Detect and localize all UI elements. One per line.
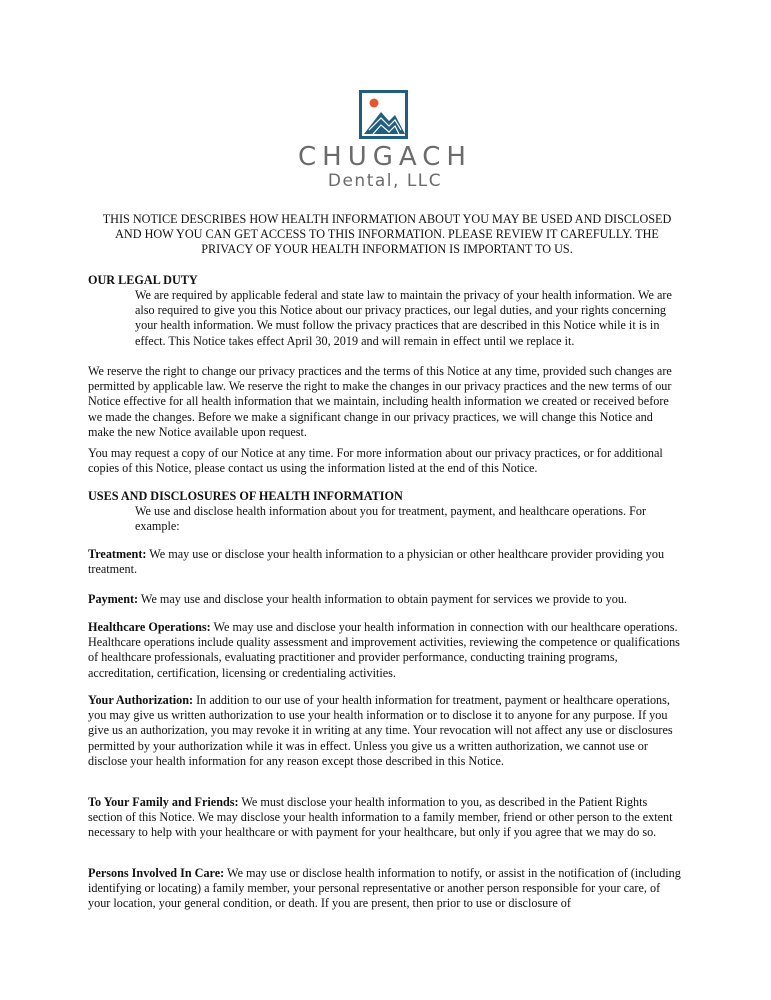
mountain-logo-icon (359, 90, 408, 139)
company-logo (296, 88, 474, 196)
uses-intro: We use and disclose health information about you for treatment, payment, and healthcare operations. For example: (135, 504, 647, 534)
lead-payment: Payment: (88, 592, 139, 606)
paragraph-persons-involved (88, 866, 682, 912)
paragraph-family-friends (88, 795, 682, 841)
paragraph-request-copy: You may request a copy of our Notice at any time. For more information about our privacy practices, or for additional copies of this Notice, please contact us using the information listed at the end of this Notice. (88, 446, 663, 476)
paragraph-reserve-right: We reserve the right to change our privacy practices and the terms of this Notice at any time, provided such changes are permitted by applicable law. We reserve the right to make the changes in our privacy practices and the new terms of our Notice effective for all health information that we maintain, including health information we created or received before we made the changes. Before we make a significant change in our privacy practices, we will change this Notice and make the new Notice available upon request. (88, 364, 672, 439)
text-family-friends: We must disclose your health information to you, as described in the Patient Rights section of this Notice. We may disclose your health information to a family member, friend or other person to the extent necessary to help with your healthcare or with payment for your healthcare, but only if you agree that we may do so. (88, 795, 673, 840)
text-payment: We may use and disclose your health information to obtain payment for services we provide to you. (140, 592, 627, 606)
lead-family-friends: To Your Family and Friends: (88, 795, 239, 809)
paragraph-healthcare-operations (88, 620, 682, 681)
paragraph-treatment (88, 547, 682, 577)
notice-statement: THIS NOTICE DESCRIBES HOW HEALTH INFORMATION ABOUT YOU MAY BE USED AND DISCLOSED AND HOW YOU CAN GET ACCESS TO THIS INFORMATION. PLEASE REVIEW IT CAREFULLY. THE PRIVACY OF YOUR HEALTH INFORMATION IS IMPORTANT TO US. (102, 212, 672, 257)
lead-authorization: Your Authorization: (88, 693, 194, 707)
text-authorization: In addition to our use of your health information for treatment, payment or healthcare operations, you may give us written authorization to use your health information or to disclose it to anyone for any purpose. If you give us an authorization, you may revoke it in writing at any time. Your revocation will not affect any use or disclosures permitted by your authorization while it was in effect. Unless you give us a written authorization, we cannot use or disclose your health information for any reason except those described in this Notice. (88, 693, 673, 768)
heading-uses-disclosures: USES AND DISCLOSURES OF HEALTH INFORMATION (88, 489, 403, 503)
heading-legal-duty: OUR LEGAL DUTY (88, 273, 198, 287)
text-healthcare-operations: We may use and disclose your health information in connection with our healthcare operations. Healthcare operations include quality assessment and improvement activities, reviewing the competence or qualifications of healthcare professionals, evaluating practitioner and provider performance, conducting training programs, accreditation, certification, licensing or credentialing activities. (88, 620, 680, 680)
logo-subtitle: Dental, LLC (327, 171, 443, 191)
text-persons-involved: We may use or disclose health information to notify, or assist in the notification of (including identifying or locating) a family member, your personal representative or another person responsible for your care, of your location, your general condition, or death. If you are present, then prior to use or disclosure of (88, 866, 681, 911)
paragraph-payment (88, 592, 682, 607)
text-treatment: We may use or disclose your health information to a physician or other healthcare provider providing you treatment. (88, 547, 665, 577)
lead-treatment: Treatment: (88, 547, 147, 561)
lead-healthcare-operations: Healthcare Operations: (88, 620, 211, 634)
lead-persons-involved: Persons Involved In Care: (88, 866, 225, 880)
logo-name: CHUGACH (298, 142, 472, 172)
paragraph-authorization (88, 693, 682, 769)
legal-duty-intro: We are required by applicable federal and state law to maintain the privacy of your health information. We are also required to give you this Notice about our privacy practices, our legal duties, and your rights concerning your health information. We must follow the privacy practices that are described in this Notice while it is in effect. This Notice takes effect April 30, 2019 and will remain in effect until we replace it. (135, 288, 672, 348)
